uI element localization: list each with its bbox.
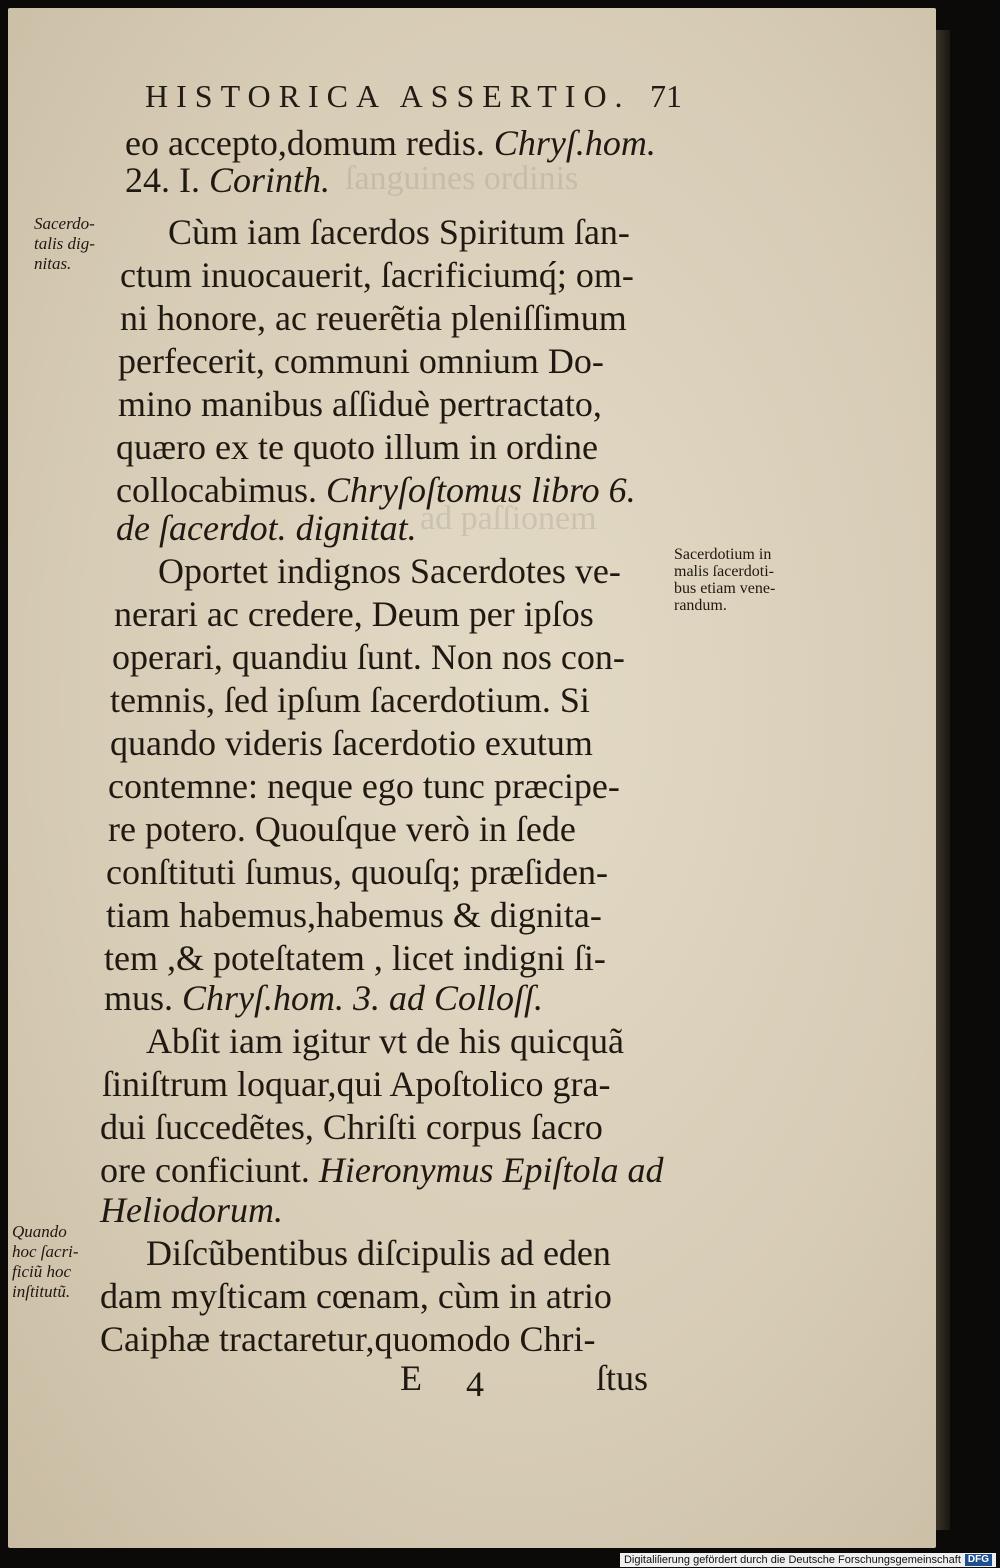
text-line	[168, 214, 630, 250]
text-line-citation: Chryſ.hom.	[493, 123, 656, 163]
text-line-roman: Diſcũbentibus diſcipulis ad eden	[146, 1233, 611, 1273]
running-head-title: HISTORICA ASSERTIO.	[145, 78, 631, 114]
text-line-citation: Heliodorum.	[100, 1190, 283, 1230]
text-line-roman: dui ſuccedẽtes, Chriſti corpus ſacro	[100, 1107, 603, 1147]
text-line-roman: ore conficiunt.	[100, 1150, 310, 1190]
signature-mark: E	[400, 1358, 422, 1398]
text-line	[104, 980, 543, 1016]
signature-number: 4	[466, 1364, 484, 1404]
text-line-roman: eo accepto,domum redis.	[125, 123, 485, 163]
text-line-roman: tem ,& poteſtatem , licet indigni ſi-	[104, 938, 606, 978]
text-line-roman: quæro ex te quoto illum in ordine	[116, 427, 598, 467]
text-line	[116, 510, 417, 546]
margin-note-quando: Quando hoc ſacri- ficiũ hoc inſtitutũ.	[12, 1222, 79, 1301]
text-line	[118, 343, 604, 379]
text-line	[146, 1023, 624, 1059]
text-line-roman: collocabimus.	[116, 470, 317, 510]
text-line-roman: conſtituti ſumus, quouſq; præſiden-	[106, 852, 608, 892]
text-line-citation: Hieronymus Epiſtola ad	[318, 1150, 664, 1190]
text-line	[104, 940, 606, 976]
text-line-roman: mino manibus aſſiduè pertractato,	[118, 384, 602, 424]
dfg-logo: DFG	[965, 1554, 992, 1566]
text-line	[110, 682, 590, 718]
text-line-roman: mus.	[104, 978, 174, 1018]
text-line	[112, 639, 625, 675]
text-line-roman: 24. I.	[125, 160, 200, 200]
page-edge	[936, 30, 950, 1530]
text-line	[158, 553, 621, 589]
running-head	[145, 78, 685, 115]
text-line-roman: re potero. Quouſque verò in ſede	[108, 809, 576, 849]
text-line-roman: quando videris ſacerdotio exutum	[110, 723, 593, 763]
text-line	[116, 472, 636, 508]
text-line	[110, 725, 593, 761]
text-line-roman: Caiphæ tractaretur,quomodo Chri-	[100, 1319, 596, 1359]
text-line-roman: nerari ac credere, Deum per ipſos	[114, 594, 594, 634]
text-line	[120, 257, 634, 293]
text-line	[120, 300, 627, 336]
footer-credit-text: Digitaliſierung gefördert durch die Deutsche Forschungsgemeinschaft	[623, 1554, 961, 1566]
text-line	[114, 596, 594, 632]
text-line-roman: Oportet indignos Sacerdotes ve-	[158, 551, 621, 591]
footer-credit	[620, 1553, 996, 1567]
text-line	[116, 429, 598, 465]
text-line	[108, 768, 620, 804]
text-line	[100, 1321, 595, 1357]
show-through-text: ad paſſionem	[420, 500, 597, 537]
text-line	[118, 386, 602, 422]
text-line	[108, 811, 576, 847]
show-through-text: ſanguines ordinis	[345, 160, 579, 197]
text-line	[102, 1066, 610, 1102]
text-line-roman: ctum inuocauerit, ſacrificiumq́; om-	[120, 255, 634, 295]
text-line-citation: Chryſ.hom. 3. ad Colloſſ.	[182, 978, 544, 1018]
margin-note-sacerdotium: Sacerdotium in malis ſacerdoti- bus etiam vene- randum.	[674, 546, 776, 614]
text-line	[125, 125, 656, 161]
text-line	[100, 1109, 603, 1145]
text-line-roman: temnis, ſed ipſum ſacerdotium. Si	[110, 680, 590, 720]
text-line-citation: Corinth.	[209, 160, 331, 200]
text-line-roman: dam myſticam cœnam, cùm in atrio	[100, 1276, 612, 1316]
text-line-citation: Chryſoſtomus libro 6.	[325, 470, 636, 510]
text-line	[146, 1235, 611, 1271]
page-number: 71	[650, 78, 682, 114]
text-line-roman: operari, quandiu ſunt. Non nos con-	[112, 637, 625, 677]
text-line	[125, 162, 330, 198]
text-line	[100, 1278, 612, 1314]
text-line	[106, 854, 608, 890]
text-line	[100, 1192, 283, 1228]
catchword: ſtus	[596, 1358, 649, 1398]
text-line	[100, 1152, 664, 1188]
margin-note-sacerdotalis: Sacerdo- talis dig- nitas.	[34, 214, 95, 273]
text-line-roman: Cùm iam ſacerdos Spiritum ſan-	[168, 212, 630, 252]
text-line-roman: perfecerit, communi omnium Do-	[118, 341, 604, 381]
text-line-roman: tiam habemus,habemus & dignita-	[106, 895, 602, 935]
text-line-citation: de ſacerdot. dignitat.	[116, 508, 417, 548]
text-line-roman: ni honore, ac reuerẽtia pleniſſimum	[120, 298, 627, 338]
text-line-roman: Abſit iam igitur vt de his quicquã	[146, 1021, 624, 1061]
text-line-roman: contemne: neque ego tunc præcipe-	[108, 766, 620, 806]
text-line	[106, 897, 602, 933]
text-line-roman: ſiniſtrum loquar,qui Apoſtolico gra-	[102, 1064, 611, 1104]
